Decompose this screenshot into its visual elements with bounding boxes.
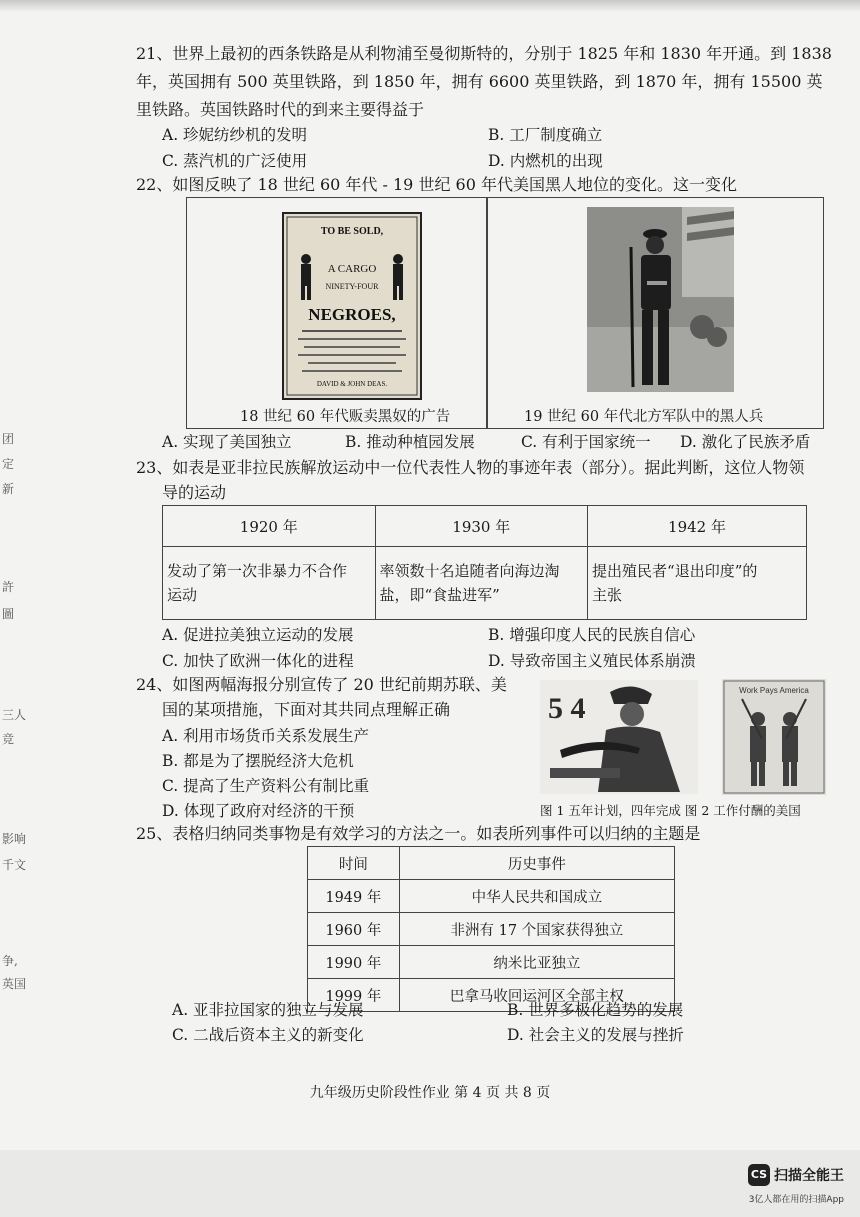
table-cell: 提出殖民者“退出印度”的 主张 <box>588 547 807 620</box>
q23-stem-line1: 23、如表是亚非拉民族解放运动中一位代表性人物的事迹年表（部分）。据此判断，这位人物领 <box>136 458 805 477</box>
margin-char: 新 <box>2 482 15 496</box>
q24-option-d: D. 体现了政府对经济的干预 <box>162 802 355 820</box>
q22-caption-left: 18 世纪 60 年代贩卖黑奴的广告 <box>240 409 451 425</box>
margin-char: 許 <box>2 580 15 594</box>
margin-char: 圖 <box>2 607 15 621</box>
table-header: 历史事件 <box>399 847 674 880</box>
q25-option-c: C. 二战后资本主义的新变化 <box>172 1026 364 1044</box>
q24-stem-line1: 24、如图两幅海报分别宣传了 20 世纪前期苏联、美 <box>136 675 507 694</box>
svg-text:NEGROES,: NEGROES, <box>308 305 396 324</box>
margin-char: 三人 <box>2 708 27 722</box>
q21-stem-line2: 年，英国拥有 500 英里铁路，到 1850 年，拥有 6600 英里铁路，到 1870 年，拥有 15500 英 <box>136 72 823 91</box>
svg-text:A CARGO: A CARGO <box>327 263 377 275</box>
q24-stem-line2: 国的某项措施，下面对其共同点理解正确 <box>162 700 451 719</box>
margin-char: 定 <box>2 457 15 471</box>
margin-char: 竞 <box>2 732 15 746</box>
q21-stem-line1: 21、世界上最初的西条铁路是从利物浦至曼彻斯特的，分别于 1825 年和 1830 年开通。到 1838 <box>136 44 832 63</box>
table-header: 时间 <box>308 847 400 880</box>
table-cell: 率领数十名追随者向海边淘 盐，即“食盐进军” <box>375 547 588 620</box>
q22-stem: 22、如图反映了 18 世纪 60 年代 - 19 世纪 60 年代美国黑人地位的变化。这一变化 <box>136 175 737 194</box>
q25-option-d: D. 社会主义的发展与挫折 <box>507 1026 684 1044</box>
q25-option-b: B. 世界多极化趋势的发展 <box>507 1001 684 1019</box>
table-row <box>308 880 675 913</box>
q22-caption-right: 19 世纪 60 年代北方军队中的黑人兵 <box>524 409 764 425</box>
q21-option-c: C. 蒸汽机的广泛使用 <box>162 152 308 170</box>
q25-stem: 25、表格归纳同类事物是有效学习的方法之一。如表所列事件可以归纳的主题是 <box>136 824 701 843</box>
margin-char: 影响 <box>2 832 27 846</box>
q24-figure-caption: 图 1 五年计划，四年完成 图 2 工作付酬的美国 <box>540 803 801 818</box>
table-header: 1930 年 <box>375 506 588 547</box>
table-cell: 1990 年 <box>308 946 400 979</box>
slave-sale-advertisement-image <box>282 212 422 400</box>
app-tagline: 3亿人都在用的扫描App <box>748 1195 844 1205</box>
margin-char: 英国 <box>2 977 27 991</box>
scanner-app-logo <box>748 1164 844 1205</box>
table-cell: 发动了第一次非暴力不合作 运动 <box>163 547 376 620</box>
svg-text:TO BE SOLD,: TO BE SOLD, <box>320 226 384 237</box>
table-cell: 1960 年 <box>308 913 400 946</box>
q22-option-a: A. 实现了美国独立 <box>162 433 292 451</box>
table-cell: 1999 年 <box>308 979 400 1012</box>
q21-option-a: A. 珍妮纺纱机的发明 <box>162 126 308 144</box>
table-header: 1942 年 <box>588 506 807 547</box>
soviet-five-year-plan-poster <box>540 680 698 794</box>
q23-option-c: C. 加快了欧洲一体化的进程 <box>162 652 354 670</box>
margin-char: 千文 <box>2 858 27 872</box>
q21-option-b: B. 工厂制度确立 <box>488 126 603 144</box>
q21-option-d: D. 内燃机的出现 <box>488 152 603 170</box>
table-header: 1920 年 <box>163 506 376 547</box>
margin-char: 争, <box>2 954 18 968</box>
margin-char: 团 <box>2 432 15 446</box>
table-cell: 1949 年 <box>308 880 400 913</box>
table-row <box>308 946 675 979</box>
q21-stem-line3: 里铁路。英国铁路时代的到来主要得益于 <box>136 100 425 119</box>
q23-option-d: D. 导致帝国主义殖民体系崩溃 <box>488 652 696 670</box>
q23-option-b: B. 增强印度人民的民族自信心 <box>488 626 696 644</box>
cs-badge-icon: CS <box>748 1164 770 1186</box>
svg-text:NINETY-FOUR: NINETY-FOUR <box>325 282 379 291</box>
q23-timeline-table <box>162 505 807 620</box>
black-soldier-photo <box>587 207 734 392</box>
q24-option-b: B. 都是为了摆脱经济大危机 <box>162 752 354 770</box>
q24-option-a: A. 利用市场货币关系发展生产 <box>162 727 370 745</box>
app-name: 扫描全能王 <box>774 1168 844 1184</box>
q22-option-b: B. 推动种植园发展 <box>345 433 475 451</box>
svg-text:DAVID & JOHN DEAS.: DAVID & JOHN DEAS. <box>316 380 388 388</box>
table-cell: 中华人民共和国成立 <box>399 880 674 913</box>
q25-option-a: A. 亚非拉国家的独立与发展 <box>172 1001 364 1019</box>
table-row <box>308 913 675 946</box>
table-cell: 非洲有 17 个国家获得独立 <box>399 913 674 946</box>
us-work-pays-poster <box>722 679 826 795</box>
svg-text:5 4: 5 4 <box>548 692 586 725</box>
table-cell: 巴拿马收回运河区全部主权 <box>399 979 674 1012</box>
q22-option-d: D. 激化了民族矛盾 <box>680 433 811 451</box>
q22-option-c: C. 有利于国家统一 <box>521 433 651 451</box>
svg-text:Work Pays America: Work Pays America <box>739 686 809 695</box>
q23-stem-line2: 导的运动 <box>162 483 227 502</box>
page-footer: 九年级历史阶段性作业 第 4 页 共 8 页 <box>309 1085 551 1101</box>
table-cell: 纳米比亚独立 <box>399 946 674 979</box>
q25-events-table <box>307 846 675 1012</box>
scan-edge <box>0 0 860 12</box>
q24-option-c: C. 提高了生产资料公有制比重 <box>162 777 370 795</box>
q23-option-a: A. 促进拉美独立运动的发展 <box>162 626 354 644</box>
